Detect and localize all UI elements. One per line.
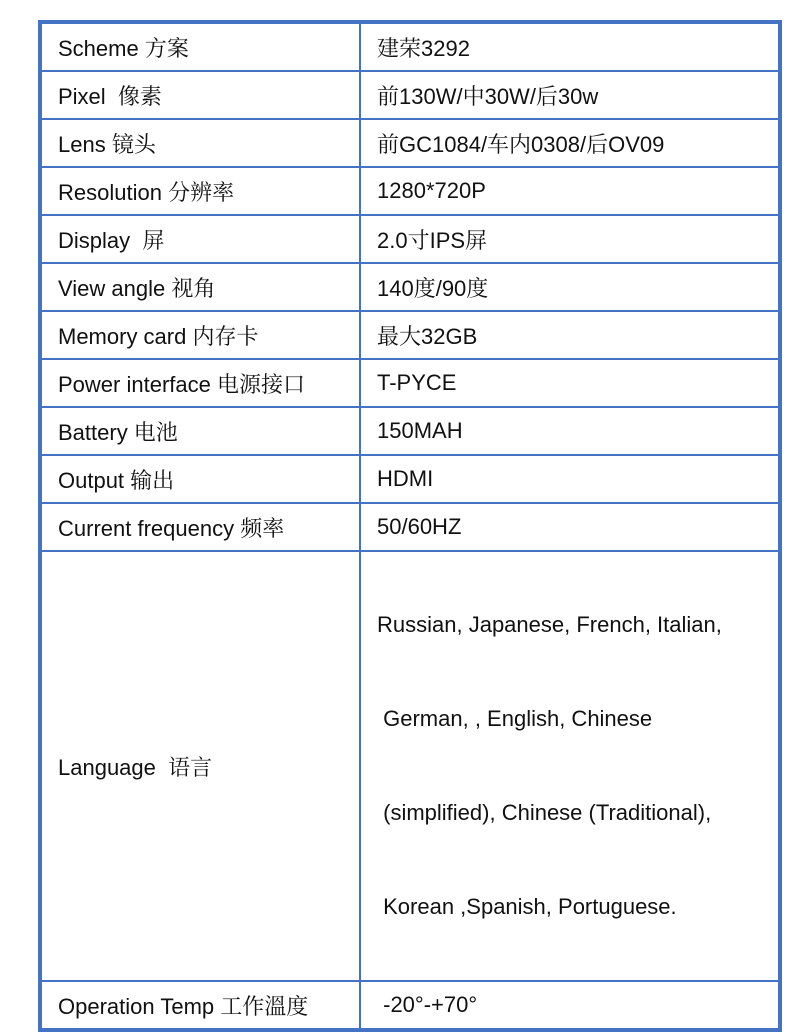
spec-label: Memory card 内存卡 (40, 311, 360, 359)
table-row (40, 71, 780, 119)
spec-value: 50/60HZ (360, 503, 780, 551)
spec-label: Output 输出 (40, 455, 360, 503)
language-line: Korean ,Spanish, Portuguese. (377, 894, 677, 919)
language-line: Russian, Japanese, French, Italian, (377, 612, 722, 637)
language-line: German, , English, Chinese (377, 706, 653, 731)
table-row (40, 455, 780, 503)
table-row (40, 119, 780, 167)
language-line: (simplified), Chinese (Traditional), (377, 800, 712, 825)
spec-label: Resolution 分辨率 (40, 167, 360, 215)
spec-value: T-PYCE (360, 359, 780, 407)
spec-value: 最大32GB (360, 311, 780, 359)
table-row (40, 503, 780, 551)
spec-table (38, 20, 782, 1032)
spec-label: Current frequency 频率 (40, 503, 360, 551)
spec-label: Language 语言 (40, 551, 360, 981)
spec-value: 建荣3292 (360, 22, 780, 71)
table-row (40, 981, 780, 1030)
table-row (40, 263, 780, 311)
spec-label: Battery 电池 (40, 407, 360, 455)
spec-label: Operation Temp 工作溫度 (40, 981, 360, 1030)
spec-label: View angle 视角 (40, 263, 360, 311)
spec-value: 1280*720P (360, 167, 780, 215)
spec-value: 前GC1084/车内0308/后OV09 (360, 119, 780, 167)
table-row (40, 311, 780, 359)
table-row (40, 22, 780, 71)
table-row (40, 167, 780, 215)
spec-value: 140度/90度 (360, 263, 780, 311)
table-row (40, 407, 780, 455)
table-row (40, 359, 780, 407)
spec-value: 前130W/中30W/后30w (360, 71, 780, 119)
spec-value: 150MAH (360, 407, 780, 455)
table-row (40, 215, 780, 263)
table-row-language (40, 551, 780, 981)
spec-label: Pixel 像素 (40, 71, 360, 119)
spec-label: Display 屏 (40, 215, 360, 263)
spec-label: Scheme 方案 (40, 22, 360, 71)
spec-label: Lens 镜头 (40, 119, 360, 167)
spec-value: 2.0寸IPS屏 (360, 215, 780, 263)
spec-value: -20°-+70° (360, 981, 780, 1030)
spec-value: HDMI (360, 455, 780, 503)
spec-label: Power interface 电源接口 (40, 359, 360, 407)
spec-value-language (360, 551, 780, 981)
